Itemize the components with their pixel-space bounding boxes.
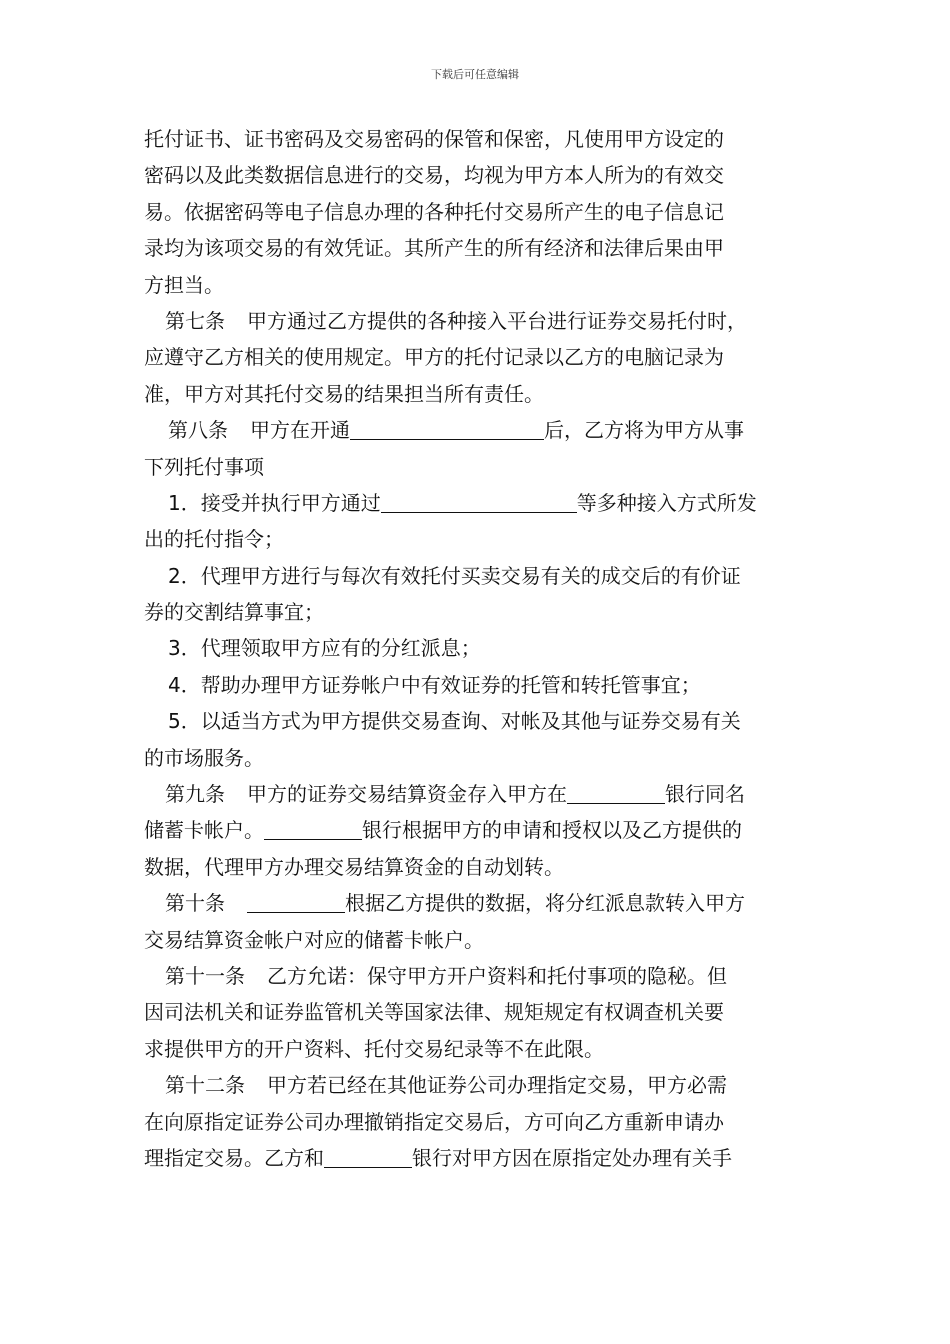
list-item-text: 1．接受并执行甲方通过 — [168, 490, 381, 515]
article-text: 后，乙方将为甲方从事 — [544, 418, 744, 443]
text-line: 下列托付事项 — [144, 454, 264, 479]
text-line: 的市场服务。 — [144, 745, 264, 770]
article-text: 甲方若已经在其他证券公司办理指定交易，甲方必需 — [267, 1073, 727, 1098]
text-line: 券的交割结算事宜； — [144, 600, 324, 625]
fill-in-blank — [567, 781, 665, 804]
article-number: 第九条 — [165, 782, 225, 807]
article-text: 银行根据甲方的申请和授权以及乙方提供的 — [362, 818, 742, 843]
list-item-5: 5．以适当方式为甲方提供交易查询、对帐及其他与证券交易有关 — [168, 709, 741, 734]
article-text: 甲方在开通 — [250, 418, 350, 443]
text-line — [144, 812, 814, 848]
text-line: 求提供甲方的开户资料、托付交易纪录等不在此限。 — [144, 1036, 604, 1061]
text-line — [144, 1140, 814, 1176]
document-body — [144, 121, 814, 1176]
article-number: 第八条 — [168, 418, 228, 443]
article-12-heading-line — [144, 1067, 814, 1103]
article-text: 甲方通过乙方提供的各种接入平台进行证券交易托付时， — [247, 308, 747, 333]
text-line: 密码以及此类数据信息进行的交易，均视为甲方本人所为的有效交 — [144, 163, 724, 188]
article-number: 第十二条 — [165, 1073, 245, 1098]
article-9-heading-line — [144, 776, 814, 812]
text-line: 准，甲方对其托付交易的结果担当所有责任。 — [144, 381, 544, 406]
article-text: 银行同名 — [665, 782, 745, 807]
article-11-heading-line — [144, 958, 814, 994]
article-text: 根据乙方提供的数据，将分红派息款转入甲方 — [345, 891, 745, 916]
article-number: 第七条 — [165, 308, 225, 333]
text-line: 因司法机关和证券监管机关等国家法律、规矩规定有权调查机关要 — [144, 1000, 724, 1025]
article-text: 乙方允诺：保守甲方开户资料和托付事项的隐秘。但 — [267, 963, 727, 988]
list-item-text: 等多种接入方式所发 — [576, 490, 757, 515]
text-line: 在向原指定证券公司办理撤销指定交易后，方可向乙方重新申请办 — [144, 1109, 724, 1134]
text-line: 出的托付指令； — [144, 527, 284, 552]
text-line: 录均为该项交易的有效凭证。其所产生的所有经济和法律后果由甲 — [144, 236, 724, 261]
fill-in-blank — [264, 817, 362, 840]
fill-in-blank — [324, 1145, 412, 1168]
article-number: 第十一条 — [165, 963, 245, 988]
article-text: 储蓄卡帐户。 — [144, 818, 264, 843]
page-header: 下载后可任意编辑 — [431, 68, 519, 81]
text-line: 数据，代理甲方办理交易结算资金的自动划转。 — [144, 854, 564, 879]
text-line: 交易结算资金帐户对应的储蓄卡帐户。 — [144, 927, 484, 952]
text-line: 应遵守乙方相关的使用规定。甲方的托付记录以乙方的电脑记录为 — [144, 345, 724, 370]
article-10-heading-line — [144, 885, 814, 921]
fill-in-blank — [350, 417, 544, 440]
list-item-4: 4．帮助办理甲方证券帐户中有效证券的托管和转托管事宜； — [168, 672, 701, 697]
article-8-heading-line — [144, 412, 814, 448]
article-text: 甲方的证券交易结算资金存入甲方在 — [247, 782, 567, 807]
article-text: 银行对甲方因在原指定处办理有关手 — [412, 1145, 732, 1170]
text-line: 托付证书、证书密码及交易密码的保管和保密，凡使用甲方设定的 — [144, 127, 724, 151]
article-7-heading-line — [144, 303, 814, 339]
list-item-1 — [144, 485, 814, 521]
fill-in-blank — [247, 890, 345, 913]
text-line: 易。依据密码等电子信息办理的各种托付交易所产生的电子信息记 — [144, 199, 724, 224]
article-number: 第十条 — [165, 891, 225, 916]
fill-in-blank — [381, 490, 577, 513]
list-item-2: 2．代理甲方进行与每次有效托付买卖交易有关的成交后的有价证 — [168, 563, 741, 588]
article-text: 理指定交易。乙方和 — [144, 1145, 324, 1170]
text-line: 方担当。 — [144, 272, 224, 297]
list-item-3: 3．代理领取甲方应有的分红派息； — [168, 636, 481, 661]
